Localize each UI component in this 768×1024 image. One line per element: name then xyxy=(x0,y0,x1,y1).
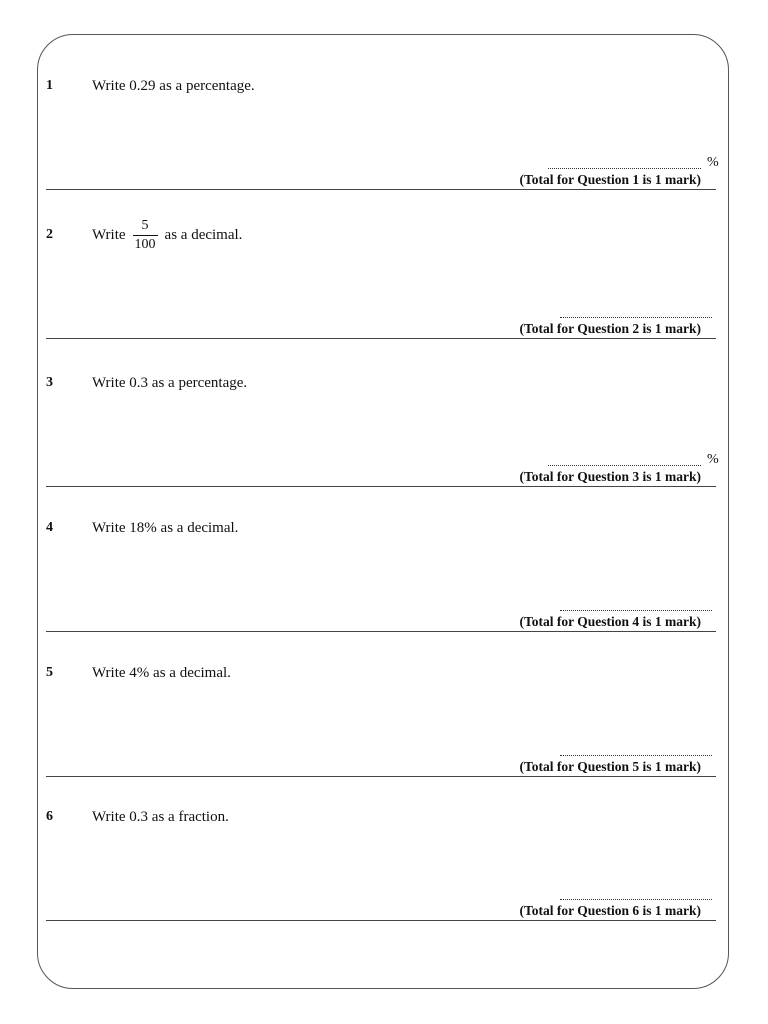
question-separator xyxy=(46,189,716,190)
question-total: (Total for Question 1 is 1 mark) xyxy=(519,172,701,187)
question-number: 6 xyxy=(46,809,53,824)
question-text: Write 0.3 as a fraction. xyxy=(92,809,229,825)
question-separator xyxy=(46,920,716,921)
question-total: (Total for Question 5 is 1 mark) xyxy=(519,759,701,774)
question-3 xyxy=(0,374,768,514)
question-text: Write 0.3 as a percentage. xyxy=(92,375,248,391)
question-total: (Total for Question 4 is 1 mark) xyxy=(519,614,701,629)
question-1 xyxy=(0,77,768,217)
question-4 xyxy=(0,519,768,659)
question-text: Write 0.29 as a percentage. xyxy=(92,78,255,94)
answer-line[interactable] xyxy=(548,465,701,466)
question-number: 1 xyxy=(46,78,53,93)
fraction xyxy=(133,218,158,253)
question-text: Write 4% as a decimal. xyxy=(92,665,231,681)
answer-unit: % xyxy=(707,155,719,170)
question-text: Write 18% as a decimal. xyxy=(92,520,239,536)
answer-line[interactable] xyxy=(560,899,712,900)
question-number: 3 xyxy=(46,375,53,390)
question-text xyxy=(92,211,242,259)
question-number: 4 xyxy=(46,520,53,535)
question-2 xyxy=(0,217,768,366)
question-text-after: as a decimal. xyxy=(164,227,243,243)
question-total: (Total for Question 3 is 1 mark) xyxy=(519,469,701,484)
answer-line[interactable] xyxy=(560,317,712,318)
question-5 xyxy=(0,664,768,804)
fraction-bar xyxy=(133,235,158,236)
question-separator xyxy=(46,338,716,339)
answer-line[interactable] xyxy=(548,168,701,169)
question-total: (Total for Question 2 is 1 mark) xyxy=(519,321,701,336)
question-separator xyxy=(46,776,716,777)
fraction-numerator: 5 xyxy=(141,217,149,233)
question-text-before: Write xyxy=(92,227,126,243)
question-separator xyxy=(46,631,716,632)
answer-line[interactable] xyxy=(560,755,712,756)
answer-line[interactable] xyxy=(560,610,712,611)
question-6 xyxy=(0,808,768,948)
question-total: (Total for Question 6 is 1 mark) xyxy=(519,903,701,918)
question-separator xyxy=(46,486,716,487)
answer-unit: % xyxy=(707,452,719,467)
question-number: 5 xyxy=(46,665,53,680)
question-number: 2 xyxy=(46,227,53,242)
fraction-denominator: 100 xyxy=(134,236,156,252)
